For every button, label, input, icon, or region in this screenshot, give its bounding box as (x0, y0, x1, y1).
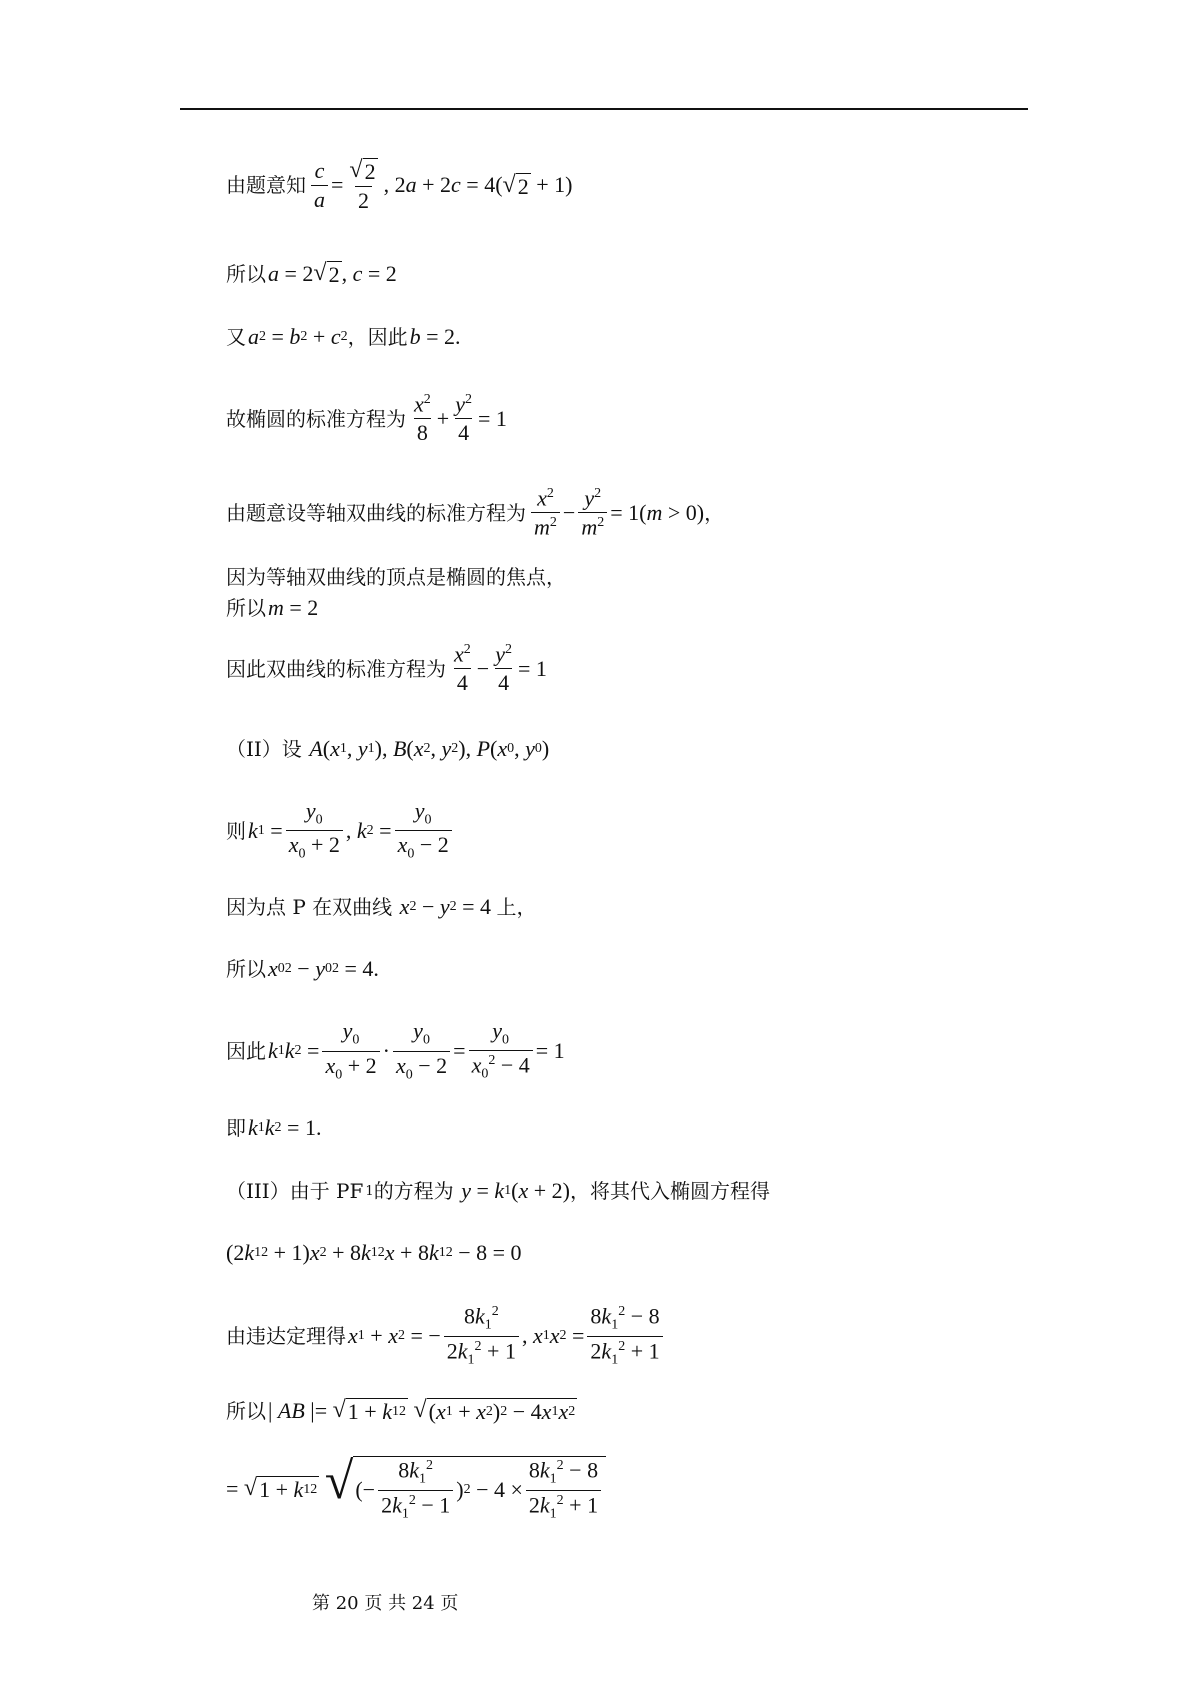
page-footer: 第 20 页 共 24 页 (312, 1593, 459, 1614)
math: x 2 − y 2 = 4 (399, 894, 497, 919)
text: 则 (226, 818, 246, 843)
text: ，因此 (347, 325, 408, 349)
text: 因为点 P 在双曲线 (226, 895, 393, 919)
text: 由违达定理得 (226, 1324, 346, 1349)
text: 由题意知 (226, 173, 306, 197)
line-4 (226, 393, 507, 444)
text: 所以 (226, 1398, 266, 1423)
math: | AB |= √ 1 + k 1 2 √ ( x 1 + x 2 ) 2 − 4 x 1 x 2 (268, 1397, 576, 1424)
text: 所以 (226, 957, 266, 981)
line-10 (226, 800, 455, 862)
math: $\frac{x^2}{4}$ − $\frac{y^2}{4}$ = 1 (454, 641, 547, 696)
line-2 (226, 261, 397, 286)
math: $\frac{x^2}{8}$ + $\frac{y^2}{4}$ = 1 (414, 391, 507, 446)
line-13 (226, 1020, 565, 1082)
text: 所以 (226, 596, 266, 620)
math: a = 2 √ 2 , c = 2 (268, 260, 397, 287)
subscript: 1 (365, 1183, 374, 1199)
line-16 (226, 1242, 522, 1264)
text: 因此 (226, 1039, 266, 1064)
line-5 (226, 487, 726, 539)
text: 因此双曲线的标准方程为 (226, 656, 446, 681)
line-6 (226, 567, 568, 587)
math: k 1 k 2 = $\frac{y_0}{x_0 + 2}$ · $\frac{y_0}{x_0 - 2}$ = $\frac{y_0}{x_0^2 - 4}$ = 1 (268, 1018, 565, 1083)
text: （III）由于 PF (226, 1179, 364, 1203)
text: 因为等轴双曲线的顶点是椭圆的焦点， (226, 565, 566, 589)
text: 由题意设等轴双曲线的标准方程为 (226, 500, 526, 525)
math: = √ 1 + k 1 2 √ (− $\frac{8k_1^2}{2k_1^2 - 1}$ ) 2 − 4 × $\frac{8k_1^2 - 8}{2k_1^2 + 1}$ (226, 1456, 606, 1521)
math: k 1 k 2 = 1. (248, 1115, 322, 1140)
math: (2 k 1 2 + 1) x 2 + 8 k 1 2 x + 8 k 1 2 − 8 = 0 (226, 1240, 522, 1265)
math: b = 2. (409, 324, 461, 349)
math: $\frac{x^2}{m^2}$ − $\frac{y^2}{m^2}$ = 1( m > 0) (528, 487, 704, 539)
line-12 (226, 958, 379, 980)
math: y = k 1 ( x + 2) (461, 1178, 570, 1203)
math: x 1 + x 2 = − $\frac{8k_1^2}{2k_1^2 + 1}$ , x 1 x 2 = $\frac{8k_1^2 - 8}{2k_1^2 + 1}$ (348, 1305, 666, 1367)
text: 即 (226, 1116, 246, 1140)
text: 所以 (226, 261, 266, 286)
math: m = 2 (268, 595, 319, 620)
line-1 (226, 158, 572, 212)
line-15 (226, 1180, 772, 1202)
header-rule (180, 108, 1028, 110)
line-18 (226, 1398, 577, 1423)
line-14 (226, 1117, 321, 1139)
line-8 (226, 643, 547, 694)
line-17 (226, 1305, 666, 1367)
line-7 (226, 597, 318, 619)
math: x 0 2 − y 0 2 = 4. (268, 956, 379, 981)
line-9 (226, 738, 549, 760)
math: A ( x 1 , y 1 ), B ( x 2 , y 2 ), P ( x 0 , y 0 ) (309, 736, 550, 761)
line-11 (226, 896, 539, 918)
text: ，将其代入椭圆方程得 (569, 1179, 770, 1203)
text: 的方程为 (373, 1179, 454, 1203)
line-3 (226, 326, 461, 348)
math: k 1 = $\frac{y_0}{x_0 + 2}$ , k 2 = $\frac{y_0}{x_0 - 2}$ (248, 800, 455, 862)
text: 上， (496, 895, 537, 919)
math: $\frac{c}{a}$ = √ 2 2 , 2 a + 2 c = 4( √ 2 + 1) (308, 158, 572, 212)
text: 故椭圆的标准方程为 (226, 406, 406, 431)
line-19 (226, 1453, 606, 1522)
math: a 2 = b 2 + c 2 (248, 324, 348, 349)
text: 又 (226, 325, 246, 349)
text: ， (704, 500, 725, 525)
text: （II）设 (226, 737, 302, 761)
